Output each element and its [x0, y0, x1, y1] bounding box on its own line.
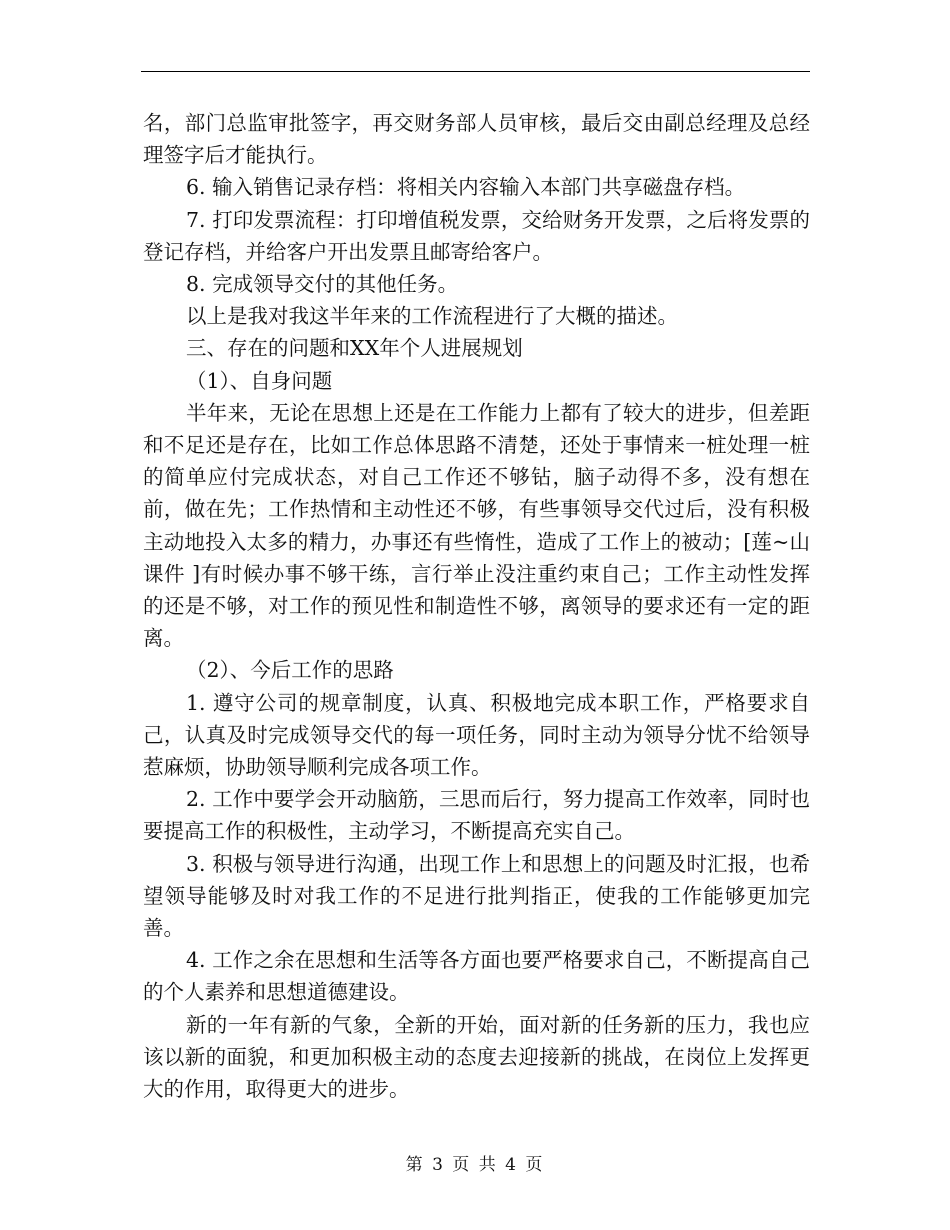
header-rule: [141, 71, 810, 72]
paragraph-plan-2: 2. 工作中要学会开动脑筋，三思而后行，努力提高工作效率，同时也要提高工作的积极性，主动学习，不断提高充实自己。: [143, 787, 810, 844]
paragraph-item-6: 6. 输入销售记录存档：将相关内容输入本部门共享磁盘存档。: [186, 175, 746, 200]
paragraph-plan-4: 4. 工作之余在思想和生活等各方面也要严格要求自己，不断提高自己的个人素养和思想道德建设。: [143, 948, 810, 1005]
subheading-future-ideas: （2）、今后工作的思路: [186, 658, 394, 683]
paragraph-plan-1: 1. 遵守公司的规章制度，认真、积极地完成本职工作，严格要求自己，认真及时完成领导交代的每一项任务，同时主动为领导分忧不给领导惹麻烦，协助领导顺利完成各项工作。: [143, 690, 810, 780]
page-footer: 第 3 页 共 4 页: [405, 1155, 545, 1175]
paragraph-closing: 新的一年有新的气象，全新的开始，面对新的任务新的压力，我也应该以新的面貌，和更加积极主动的态度去迎接新的挑战，在岗位上发挥更大的作用，取得更大的进步。: [143, 1012, 810, 1102]
paragraph-plan-3: 3. 积极与领导进行沟通，出现工作上和思想上的问题及时汇报，也希望领导能够及时对我工作的不足进行批判指正，使我的工作能够更加完善。: [143, 851, 810, 941]
subheading-self-issues: （1）、自身问题: [186, 368, 333, 393]
paragraph-approval-continued: 名，部门总监审批签字，再交财务部人员审核，最后交由副总经理及总经理签字后才能执行。: [143, 111, 810, 168]
paragraph-item-8: 8. 完成领导交付的其他任务。: [186, 272, 459, 297]
paragraph-self-issues: 半年来，无论在思想上还是在工作能力上都有了较大的进步，但差距和不足还是存在，比如工作总体思路不清楚，还处于事情来一桩处理一桩的简单应付完成状态，对自己工作还不够钻，脑子动得不多，没有想在前，做在先；工作热情和主动性还不够，有些事领导交代过后，没有积极主动地投入太多的精力，办事还有些惰性，造成了工作上的被动；[莲~山课件 ]有时候办事不够干练，言行举止没注重约束自己；工作主动性发挥的还是不够，对工作的预见性和制造性不够，离领导的要求还有一定的距离。: [143, 400, 810, 651]
paragraph-summary: 以上是我对我这半年来的工作流程进行了大概的描述。: [186, 304, 678, 329]
paragraph-item-7: 7. 打印发票流程：打印增值税发票，交给财务开发票，之后将发票的登记存档，并给客户开出发票且邮寄给客户。: [143, 207, 810, 264]
section-heading-3: 三、存在的问题和XX年个人进展规划: [186, 336, 523, 361]
document-body: [143, 107, 810, 1105]
